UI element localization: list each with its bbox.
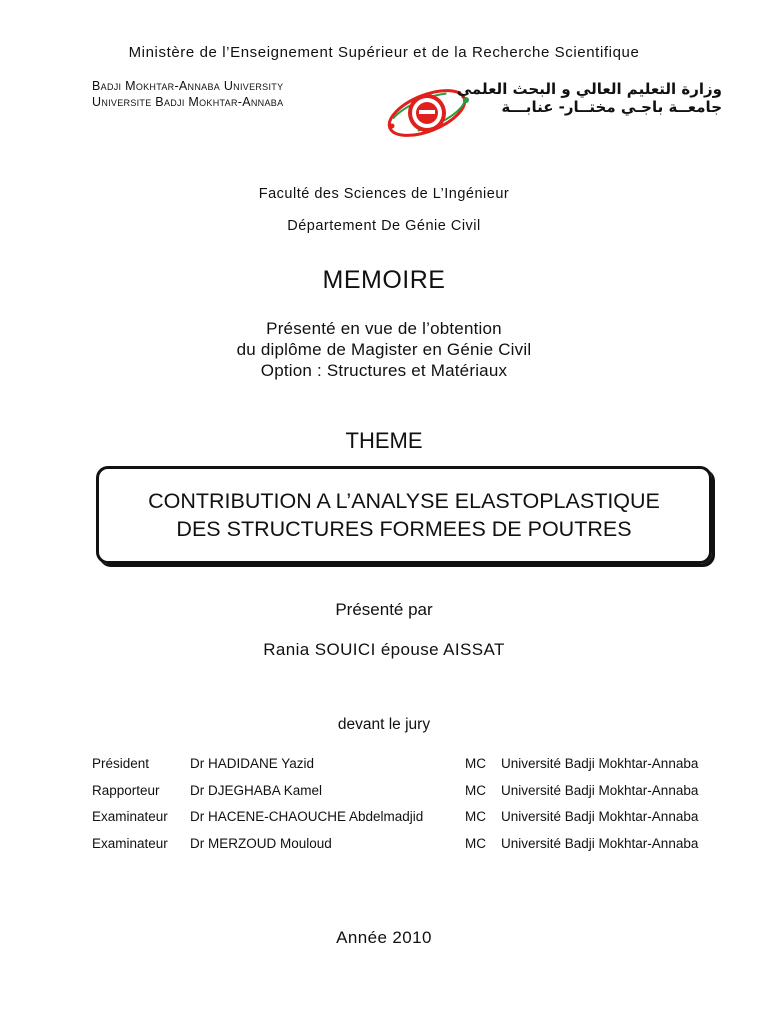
document-type: MEMOIRE	[322, 266, 446, 294]
jury-role: Président	[92, 756, 150, 771]
theme-label: THEME	[345, 428, 423, 453]
jury-label: devant le jury	[337, 716, 431, 733]
degree-description	[0, 318, 768, 381]
arabic-university-line: جامعــة باجـي مختــار- عنابـــة	[501, 98, 722, 116]
university-name-en: Badji Mokhtar-Annaba University	[92, 79, 284, 93]
faculty-name: Faculté des Sciences de L’Ingénieur	[258, 186, 510, 202]
jury-grade: MC	[465, 756, 486, 771]
jury-table	[92, 756, 732, 862]
jury-grade: MC	[465, 835, 486, 851]
jury-institution: Université Badji Mokhtar-Annaba	[501, 835, 699, 851]
jury-grade: MC	[465, 809, 486, 824]
jury-role: Examinateur	[92, 835, 168, 851]
year: Année 2010	[336, 928, 432, 947]
university-name-fr: Universite Badji Mokhtar-Annaba	[92, 95, 284, 109]
jury-institution: Université Badji Mokhtar-Annaba	[501, 782, 699, 798]
jury-member-name: Dr HACENE-CHAOUCHE Abdelmadjid	[190, 809, 424, 824]
university-names-latin	[92, 78, 283, 110]
thesis-title-line: DES STRUCTURES FORMEES DE POUTRES	[176, 517, 632, 541]
arabic-ministry-line: وزارة التعليم العالي و البحث العلمي	[456, 80, 722, 98]
jury-institution: Université Badji Mokhtar-Annaba	[501, 756, 699, 771]
author-name: Rania SOUICI épouse AISSAT	[263, 640, 505, 659]
degree-line: Option : Structures et Matériaux	[260, 361, 508, 380]
jury-row	[92, 756, 732, 783]
thesis-title-box	[96, 466, 712, 564]
department-name: Département De Génie Civil	[287, 218, 481, 234]
jury-grade: MC	[465, 782, 486, 798]
jury-member-name: Dr DJEGHABA Kamel	[190, 782, 323, 798]
jury-role: Rapporteur	[92, 782, 160, 798]
ministry-title: Ministère de l’Enseignement Supérieur et de la Recherche Scientifique	[128, 44, 640, 61]
jury-row	[92, 836, 732, 863]
thesis-title-line: CONTRIBUTION A L’ANALYSE ELASTOPLASTIQUE	[148, 489, 660, 513]
degree-line: du diplôme de Magister en Génie Civil	[236, 340, 532, 359]
jury-member-name: Dr HADIDANE Yazid	[190, 756, 315, 771]
degree-line: Présenté en vue de l’obtention	[266, 319, 502, 338]
jury-role: Examinateur	[92, 809, 168, 824]
jury-row	[92, 809, 732, 836]
jury-row	[92, 783, 732, 810]
university-names-arabic	[457, 80, 722, 116]
presented-by-label: Présenté par	[335, 600, 433, 619]
jury-member-name: Dr MERZOUD Mouloud	[190, 835, 332, 851]
jury-institution: Université Badji Mokhtar-Annaba	[501, 809, 699, 824]
